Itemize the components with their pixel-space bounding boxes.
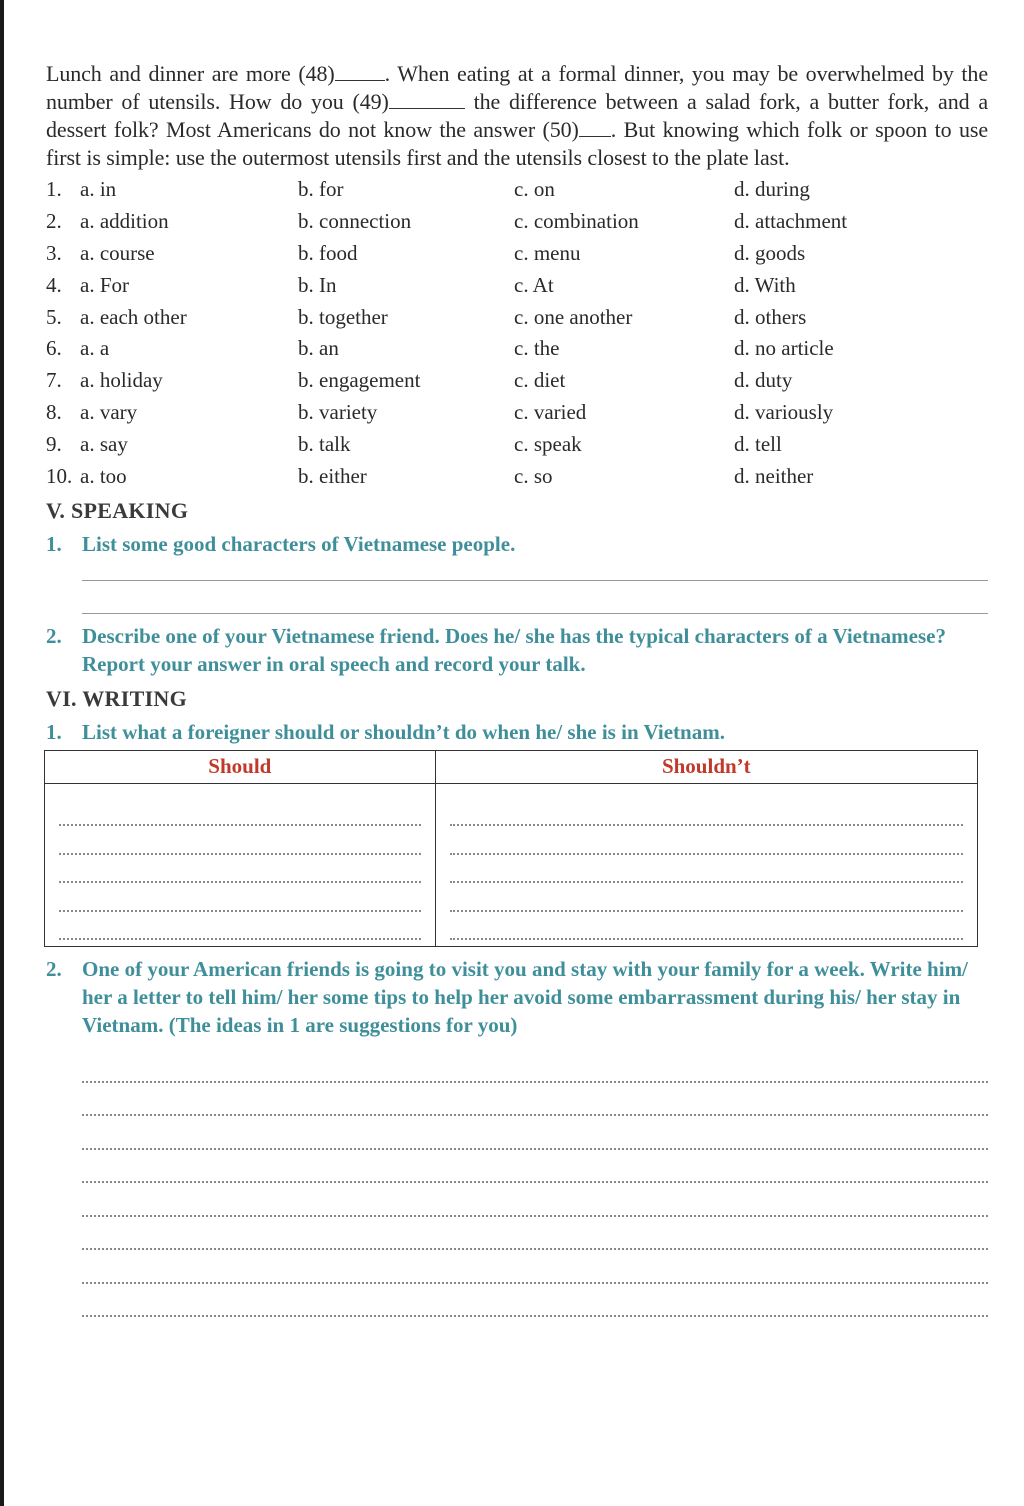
dotted-line[interactable] <box>82 1116 988 1150</box>
blank-48[interactable] <box>335 62 385 81</box>
page-left-edge <box>0 0 4 1506</box>
dotted-line[interactable] <box>82 1250 988 1284</box>
dotted-line[interactable] <box>82 1083 988 1117</box>
question-row <box>46 365 988 397</box>
question-number: 5. <box>46 304 62 329</box>
question-number: 4. <box>46 272 62 297</box>
should-header: Should <box>45 750 436 783</box>
option-c[interactable]: c. menu <box>514 240 581 265</box>
dotted-line[interactable] <box>82 1217 988 1251</box>
dotted-line[interactable] <box>59 826 421 855</box>
dotted-line[interactable] <box>82 1049 988 1083</box>
dotted-line[interactable] <box>82 1284 988 1318</box>
question-number: 6. <box>46 336 62 361</box>
option-a[interactable]: a. each other <box>80 304 187 329</box>
option-c[interactable]: c. speak <box>514 431 582 456</box>
option-c[interactable]: c. combination <box>514 209 639 234</box>
option-d[interactable]: d. others <box>734 304 807 329</box>
multiple-choice-list <box>46 174 988 492</box>
question-row <box>46 333 988 365</box>
option-a[interactable]: a. too <box>80 463 127 488</box>
question-row <box>46 206 988 238</box>
passage-text-4: . But knowing which folk or spoon to use first is simple: use the outermost utensils first and the utensils closest to the plate last. <box>46 117 988 170</box>
option-c[interactable]: c. one another <box>514 304 633 329</box>
option-a[interactable]: a. vary <box>80 399 138 424</box>
question-row <box>46 397 988 429</box>
dotted-line[interactable] <box>82 1150 988 1184</box>
task-number: 2. <box>46 957 62 982</box>
question-row <box>46 238 988 270</box>
option-c[interactable]: c. diet <box>514 368 566 393</box>
option-c[interactable]: c. on <box>514 177 555 202</box>
question-number: 2. <box>46 209 62 234</box>
option-b[interactable]: b. engagement <box>298 368 421 393</box>
option-d[interactable]: d. attachment <box>734 209 848 234</box>
option-a[interactable]: a. holiday <box>80 368 163 393</box>
option-b[interactable]: b. an <box>298 336 339 361</box>
shouldnt-column <box>435 783 977 947</box>
question-row <box>46 174 988 206</box>
dotted-line[interactable] <box>59 883 421 912</box>
option-b[interactable]: b. together <box>298 304 388 329</box>
dotted-line[interactable] <box>450 855 963 884</box>
dotted-line[interactable] <box>450 826 963 855</box>
option-c[interactable]: c. so <box>514 463 553 488</box>
question-number: 9. <box>46 431 62 456</box>
option-a[interactable]: a. in <box>80 177 117 202</box>
task-number: 1. <box>46 719 62 744</box>
option-b[interactable]: b. food <box>298 240 358 265</box>
option-a[interactable]: a. a <box>80 336 110 361</box>
task-text: One of your American friends is going to visit you and stay with your family for a week. Write him/ her a letter to tell him/ her some tips to help her avoid some embarrassment during his/ her stay in Vietnam. (The ideas in 1 are suggestions for you) <box>82 957 968 1038</box>
question-row <box>46 428 988 460</box>
option-c[interactable]: c. varied <box>514 399 587 424</box>
option-c[interactable]: c. At <box>514 272 554 297</box>
task-text: List what a foreigner should or shouldn’t do when he/ she is in Vietnam. <box>82 719 725 744</box>
question-number: 10. <box>46 463 73 488</box>
option-a[interactable]: a. say <box>80 431 128 456</box>
option-b[interactable]: b. for <box>298 177 344 202</box>
worksheet-page <box>46 60 988 1317</box>
dotted-line[interactable] <box>59 855 421 884</box>
option-b[interactable]: b. variety <box>298 399 378 424</box>
dotted-line[interactable] <box>59 798 421 827</box>
option-b[interactable]: b. In <box>298 272 337 297</box>
should-shouldnt-table <box>44 750 978 948</box>
question-number: 1. <box>46 177 62 202</box>
passage-text-3: the difference between a salad fork, a butter fork, and a dessert folk? Most Americans do not know the answer (50) <box>46 89 988 142</box>
dotted-line[interactable] <box>59 912 421 941</box>
option-a[interactable]: a. course <box>80 240 155 265</box>
dotted-line[interactable] <box>82 1183 988 1217</box>
option-b[interactable]: b. connection <box>298 209 412 234</box>
question-row <box>46 460 988 492</box>
should-column <box>45 783 436 947</box>
option-d[interactable]: d. With <box>734 272 796 297</box>
writing-task-2 <box>46 955 988 1039</box>
option-b[interactable]: b. either <box>298 463 367 488</box>
writing-heading: VI. WRITING <box>46 685 188 711</box>
question-number: 7. <box>46 368 62 393</box>
option-a[interactable]: a. addition <box>80 209 169 234</box>
option-b[interactable]: b. talk <box>298 431 351 456</box>
option-d[interactable]: d. tell <box>734 431 782 456</box>
blank-50[interactable] <box>579 118 611 137</box>
task-text: List some good characters of Vietnamese people. <box>82 531 516 556</box>
option-d[interactable]: d. during <box>734 177 810 202</box>
passage-text-2: . When eating at a formal dinner, you may be overwhelmed by the number of utensils. How do you (49) <box>46 61 988 114</box>
task-text: Describe one of your Vietnamese friend. Does he/ she has the typical characters of a Vietnamese? Report your answer in oral speech and record your talk. <box>82 623 946 676</box>
option-c[interactable]: c. the <box>514 336 560 361</box>
option-a[interactable]: a. For <box>80 272 129 297</box>
question-number: 3. <box>46 240 62 265</box>
writing-task-1 <box>46 718 988 746</box>
option-d[interactable]: d. duty <box>734 368 793 393</box>
blank-49[interactable] <box>389 90 465 109</box>
cloze-passage <box>46 60 988 172</box>
question-number: 8. <box>46 399 62 424</box>
answer-line[interactable] <box>82 613 988 614</box>
answer-line[interactable] <box>82 580 988 581</box>
passage-text-1: Lunch and dinner are more (48) <box>46 61 335 86</box>
option-d[interactable]: d. variously <box>734 399 834 424</box>
option-d[interactable]: d. goods <box>734 240 806 265</box>
question-row <box>46 269 988 301</box>
question-row <box>46 301 988 333</box>
speaking-task-1 <box>46 530 988 558</box>
dotted-line[interactable] <box>450 912 963 941</box>
dotted-line[interactable] <box>450 798 963 827</box>
option-d[interactable]: d. no article <box>734 336 834 361</box>
task-number: 2. <box>46 623 62 648</box>
task-number: 1. <box>46 531 62 556</box>
dotted-line[interactable] <box>450 883 963 912</box>
letter-writing-area <box>82 1049 988 1317</box>
shouldnt-header: Shouldn’t <box>435 750 977 783</box>
speaking-heading: V. SPEAKING <box>46 497 189 523</box>
option-d[interactable]: d. neither <box>734 463 814 488</box>
speaking-task-2 <box>46 622 988 678</box>
